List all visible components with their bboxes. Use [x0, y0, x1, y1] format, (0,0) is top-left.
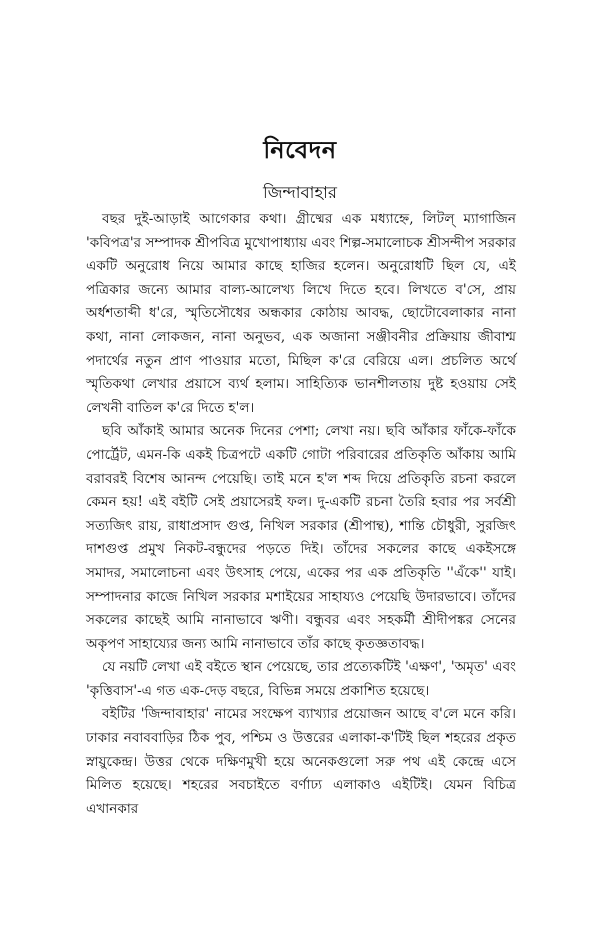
paragraph: যে নয়টি লেখা এই বইতে স্থান পেয়েছে, তার প্রত্যেকটিই 'এক্ষণ', 'অমৃত' এবং 'কৃত্তিবাস'-এ গত এক-দেড় বছরে, বিভিন্ন সময়ে প্রকাশিত হয়েছে।: [86, 659, 516, 699]
paragraph: বছর দুই-আড়াই আগেকার কথা। গ্রীষ্মের এক মধ্যাহ্নে, লিটল্ ম্যাগাজিন 'কবিপত্র'র সম্পাদক শ্রীপবিত্র মুখোপাধ্যায় এবং শিল্প-সমালোচক শ্রীসন্দীপ সরকার একটি অনুরোধ নিয়ে আমার কাছে হাজির হলেন। অনুরোধটি ছিল যে, এই পত্রিকার জন্যে আমার বাল্য-আলেখ্য লিখে দিতে হবে। লিখতে ব'সে, প্রায় অর্ধশতাব্দী ধ'রে, স্মৃতিসৌধের অন্ধকার কোঠায় আবদ্ধ, ছোটোবেলাকার নানা কথা, নানা লোকজন, নানা অনুভব, এক অজানা সঞ্জীবনীর প্রক্রিয়ায় জীবাশ্ম পদার্থের নতুন প্রাণ পাওয়ার মতো, মিছিল ক'রে বেরিয়ে এল। প্রচলিত অর্থে স্মৃতিকথা লেখার প্রয়াসে ব্যর্থ হলাম। সাহিত্যিক ভানশীলতায় দুষ্ট হওয়ায় সেই লেখনী বাতিল ক'রে দিতে হ'ল।: [86, 211, 516, 416]
paragraph: ছবি আঁকাই আমার অনেক দিনের পেশা; লেখা নয়। ছবি আঁকার ফাঁকে-ফাঁকে পোর্ট্রেট, এমন-কি একই চিত্রপটে একটি গোটা পরিবারের প্রতিকৃতি আঁকায় আমি বরাবরই বিশেষ আনন্দ পেয়েছি। তাই মনে হ'ল শব্দ দিয়ে প্রতিকৃতি রচনা করলে কেমন হয়! এই বইটি সেই প্রয়াসেরই ফল। দু-একটি রচনা তৈরি হবার পর সর্বশ্রী সত্যজিৎ রায়, রাধাপ্রসাদ গুপ্ত, নিখিল সরকার (শ্রীপান্থ), শান্তি চৌধুরী, সুরজিৎ দাশগুপ্ত প্রমুখ নিকট-বন্ধুদের পড়তে দিই। তাঁদের সকলের কাছে একইসঙ্গে সমাদর, সমালোচনা এবং উৎসাহ পেয়ে, একের পর এক প্রতিকৃতি ''এঁকে'' যাই। সম্পাদনার কাজে নিখিল সরকার মশাইয়ের সাহায্যও পেয়েছি উদারভাবে। তাঁদের সকলের কাছেই আমি নানাভাবে ঋণী। বন্ধুবর এবং সহকর্মী শ্রীদীপঙ্কর সেনের অকৃপণ সাহায্যের জন্য আমি নানাভাবে তাঁর কাছে কৃতজ্ঞতাবদ্ধ।: [86, 423, 516, 652]
page-title: নিবেদন: [263, 135, 337, 164]
paragraph: বইটির 'জিন্দাবাহার' নামের সংক্ষেপ ব্যাখ্যার প্রয়োজন আছে ব'লে মনে করি। ঢাকার নবাববাড়ির ঠিক পুব, পশ্চিম ও উত্তরের এলাকা-ক'টিই ছিল শহরের প্রকৃত স্নায়ুকেন্দ্র। উত্তর থেকে দক্ষিণমুখী হয়ে অনেকগুলো সরু পথ এই কেন্দ্রে এসে মিলিত হয়েছে। শহরের সবচাইতে বর্ণাঢ্য এলাকাও এইটিই। যেমন বিচিত্র এখানকার: [86, 706, 516, 817]
body-text: [86, 208, 516, 821]
page-subtitle: জিন্দাবাহার: [262, 183, 337, 202]
